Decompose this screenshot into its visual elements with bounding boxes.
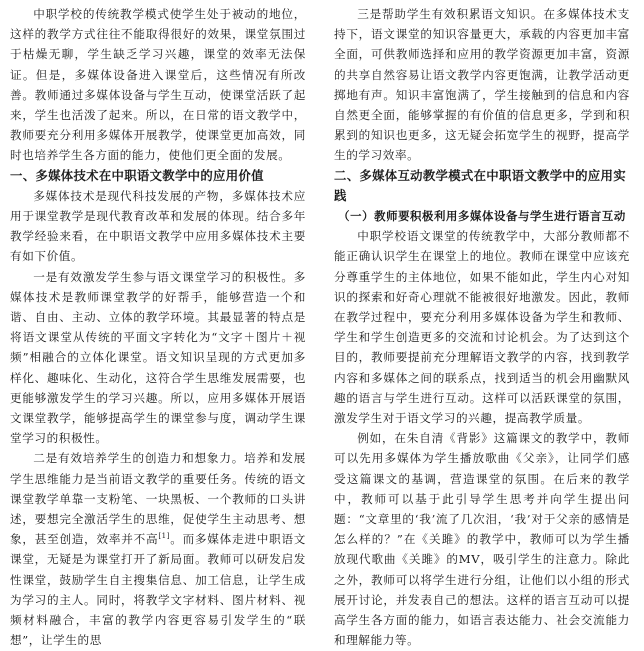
right-column <box>334 4 630 651</box>
paragraph-value-creativity <box>10 448 306 650</box>
citation-marker: [1] <box>158 532 171 541</box>
subsection-heading-language-interaction: （一）教师要积极利用多媒体设备与学生进行语言互动 <box>338 209 626 224</box>
intro-paragraph: 中职学校的传统教学模式使学生处于被动的地位，这样的教学方式往往不能取得很好的效果，课堂氛围过于枯燥无聊，学生缺乏学习兴趣，课堂的效率无法保证。但是，多媒体设备进入课堂后，这些情况有所改善。教师通过多媒体设备与学生互动，使课堂活跃了起来，学生也活泼了起来。所以，在日常的语文教学中，教师要充分利用多媒体开展教学，使课堂更加高效，同时也培养学生各方面的能力，使他们更全面的发展。 <box>10 7 306 163</box>
paragraph-example-beiying: 例如，在朱自清《背影》这篇课文的教学中，教师可以先用多媒体为学生播放歌曲《父亲》，让同学们感受这篇课文的基调，营造课堂的氛围。在后来的教学中，教师可以基于此引导学生思考并向学生提出问题：“文章里的‘我’流了几次泪，‘我’对于父亲的感情是怎么样的？”在《关雎》的教学中，教师可以为学生播放现代歌曲《关雎》的MV，吸引学生的注意力。除此之外，教师可以将学生进行分组，让他们以小组的形式展开讨论，并发表自己的想法。这样的语言互动可以提高学生各方面的能力，如语言表达能力、社会交流能力和理解能力等。 <box>334 431 630 648</box>
paragraph-value-engagement: 一是有效激发学生参与语文课堂学习的积极性。多媒体技术是教师课堂教学的好帮手，能够营造一个和谐、自由、主动、立体的教学环境。其最显著的特点是将语文课堂从传统的平面文字转化为“文字＋图片＋视频”相融合的立体化课堂。语文知识呈现的方式更加多样化、趣味化、生动化，这符合学生思维发展需要，也更能够激发学生的学习兴趣。所以，应用多媒体开展语文课堂教学，能够提高学生的课堂参与度，调动学生课堂学习的积极性。 <box>10 269 306 446</box>
section-heading-application-value: 一、多媒体技术在中职语文教学中的应用价值 <box>10 167 264 183</box>
paragraph-text-part: 。而多媒体走进中职语文课堂，无疑是为课堂打开了新局面。教师可以研发启发性课堂，鼓励学生自主搜集信息、加工信息，让学生成为学习的主人。同时，将教学文字材料、图片材料、视频材料融合，丰富的教学内容更容易引发学生的“联想”，让学生的思 <box>10 532 307 648</box>
section-heading-practice: 二、多媒体互动教学模式在中职语文教学中的应用实践 <box>334 167 626 203</box>
paragraph-student-role: 中职学校语文课堂的传统教学中，大部分教师都不能正确认识学生在课堂上的地位。教师在课堂中应该充分尊重学生的主体地位，如果不能如此，学生内心对知识的探索和好奇心理就不能被很好地激发。因此，教师在教学过程中，要充分利用多媒体设备为学生和教师、学生和学生创造更多的交流和讨论机会。为了达到这个目的，教师要提前充分理解语文教学的内容，找到教学内容和多媒体之间的联系点，找到适当的机会用幽默风趣的语言与学生进行互动。这样可以活跃课堂的氛围，激发学生对于语文学习的兴趣，提高教学质量。 <box>334 229 630 426</box>
paragraph-multimedia-overview: 多媒体技术是现代科技发展的产物，多媒体技术应用于课堂教学是现代教育改革和发展的体现。结合多年教学经验来看，在中职语文教学中应用多媒体技术主要有如下价值。 <box>10 188 306 264</box>
paragraph-value-knowledge: 三是帮助学生有效积累语文知识。在多媒体技术支持下，语文课堂的知识容量更大，承载的内容更加丰富全面，可供教师选择和应用的教学资源更加丰富，资源的共享自然容易让语文教学内容更饱满，让教学活动更掷地有声。知识丰富饱满了，学生接触到的信息和内容自然更全面，能够掌握的有价值的信息更多，学到和积累到的知识也更多，这无疑会拓宽学生的视野，提高学生的学习效率。 <box>334 7 630 163</box>
left-column <box>10 4 306 651</box>
paragraph-text-part: 二是有效培养学生的创造力和想象力。培养和发展学生思维能力是当前语文教学的重要任务。传统的语文课堂教学单靠一支粉笔、一块黑板、一个教师的口头讲述，要想完全激活学生的思维，促使学生主动思考、想象，甚至创造，效率并不高 <box>10 451 306 547</box>
